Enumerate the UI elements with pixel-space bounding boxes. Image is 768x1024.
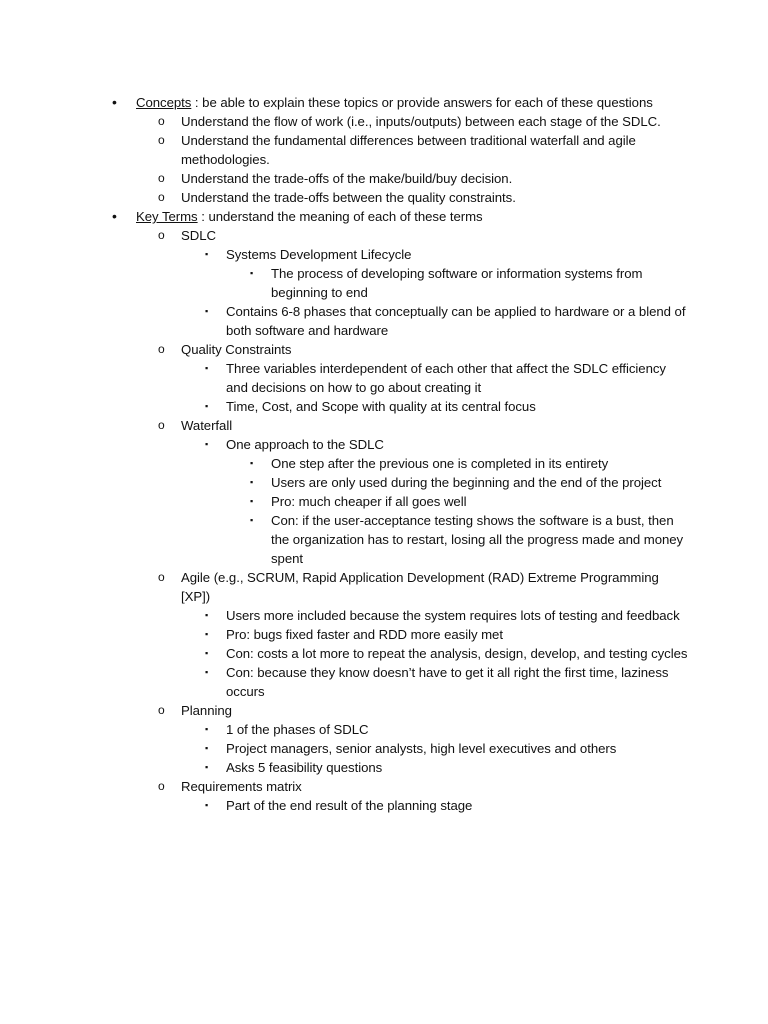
- key-terms-item: [110, 207, 690, 226]
- square-bullet-icon: ▪: [205, 667, 209, 677]
- list-item: [110, 796, 690, 815]
- list-item: [110, 606, 690, 625]
- square-bullet-icon: ▪: [205, 306, 209, 316]
- square-bullet-icon: ▪: [205, 762, 209, 772]
- circle-bullet-icon: o: [158, 703, 165, 717]
- list-item: [110, 245, 690, 264]
- term-quality-constraints: [110, 340, 690, 359]
- term-title: SDLC: [181, 228, 216, 243]
- term-planning: [110, 701, 690, 720]
- list-item: [110, 131, 690, 169]
- circle-bullet-icon: o: [158, 190, 165, 204]
- square-bullet-icon: ▪: [205, 743, 209, 753]
- term-title: Agile (e.g., SCRUM, Rapid Application Development (RAD) Extreme Programming [XP]): [181, 570, 659, 604]
- square-bullet-icon: ▪: [250, 477, 254, 487]
- term-title: Quality Constraints: [181, 342, 292, 357]
- term-requirements-matrix: [110, 777, 690, 796]
- circle-bullet-icon: o: [158, 228, 165, 242]
- list-item-text: One step after the previous one is completed in its entirety: [271, 456, 609, 471]
- concepts-description: : be able to explain these topics or provide answers for each of these questions: [191, 95, 653, 110]
- term-title: Requirements matrix: [181, 779, 302, 794]
- list-item-text: Project managers, senior analysts, high level executives and others: [226, 741, 617, 756]
- list-item-text: Users more included because the system requires lots of testing and feedback: [226, 608, 680, 623]
- square-bullet-icon: ▪: [250, 496, 254, 506]
- list-item-text: Asks 5 feasibility questions: [226, 760, 383, 775]
- term-waterfall: [110, 416, 690, 435]
- list-item: [110, 112, 690, 131]
- concepts-heading: Concepts: [136, 95, 192, 110]
- list-item: [110, 644, 690, 663]
- disc-bullet-icon: •: [112, 208, 117, 224]
- key-terms-heading: Key Terms: [136, 209, 198, 224]
- list-item-text: One approach to the SDLC: [226, 437, 384, 452]
- list-item: [110, 169, 690, 188]
- term-agile: [110, 568, 690, 606]
- list-item: [110, 435, 690, 454]
- list-item: [110, 758, 690, 777]
- list-item-text: 1 of the phases of SDLC: [226, 722, 369, 737]
- list-item-text: Con: if the user-acceptance testing shows the software is a bust, then the organization has to restart, losing all the progress made and money spent: [271, 513, 684, 566]
- list-item-text: Users are only used during the beginning and the end of the project: [271, 475, 662, 490]
- square-bullet-icon: ▪: [250, 515, 254, 525]
- list-item-text: The process of developing software or information systems from beginning to end: [271, 266, 643, 300]
- list-item-text: Time, Cost, and Scope with quality at its central focus: [226, 399, 536, 414]
- list-item: [110, 625, 690, 644]
- term-sdlc: [110, 226, 690, 245]
- square-bullet-icon: ▪: [205, 629, 209, 639]
- list-item-text: Con: costs a lot more to repeat the analysis, design, develop, and testing cycles: [226, 646, 688, 661]
- list-item: [110, 739, 690, 758]
- circle-bullet-icon: o: [158, 133, 165, 147]
- list-item-text: Understand the trade-offs of the make/build/buy decision.: [181, 171, 513, 186]
- square-bullet-icon: ▪: [250, 268, 254, 278]
- list-item-text: Understand the trade-offs between the quality constraints.: [181, 190, 516, 205]
- list-item-text: Systems Development Lifecycle: [226, 247, 412, 262]
- list-item-text: Pro: bugs fixed faster and RDD more easily met: [226, 627, 503, 642]
- list-item-text: Con: because they know doesn’t have to get it all right the first time, laziness occurs: [226, 665, 669, 699]
- list-item: [110, 397, 690, 416]
- term-title: Waterfall: [181, 418, 233, 433]
- circle-bullet-icon: o: [158, 779, 165, 793]
- list-item-text: Pro: much cheaper if all goes well: [271, 494, 467, 509]
- list-item-text: Three variables interdependent of each other that affect the SDLC efficiency and decisions on how to go about creating it: [226, 361, 666, 395]
- list-item: [110, 511, 690, 568]
- square-bullet-icon: ▪: [205, 724, 209, 734]
- square-bullet-icon: ▪: [205, 610, 209, 620]
- circle-bullet-icon: o: [158, 114, 165, 128]
- list-item: [110, 473, 690, 492]
- list-item: [110, 492, 690, 511]
- circle-bullet-icon: o: [158, 171, 165, 185]
- list-item-text: Contains 6-8 phases that conceptually can be applied to hardware or a blend of both software and hardware: [226, 304, 686, 338]
- list-item: [110, 454, 690, 473]
- concepts-item: [110, 93, 690, 112]
- square-bullet-icon: ▪: [205, 648, 209, 658]
- square-bullet-icon: ▪: [205, 800, 209, 810]
- circle-bullet-icon: o: [158, 570, 165, 584]
- list-item-text: Understand the flow of work (i.e., inputs/outputs) between each stage of the SDLC.: [181, 114, 661, 129]
- circle-bullet-icon: o: [158, 342, 165, 356]
- key-terms-description: : understand the meaning of each of these terms: [197, 209, 483, 224]
- circle-bullet-icon: o: [158, 418, 165, 432]
- square-bullet-icon: ▪: [205, 363, 209, 373]
- document-body: [110, 93, 690, 815]
- list-item: [110, 720, 690, 739]
- list-item: [110, 302, 690, 340]
- disc-bullet-icon: •: [112, 94, 117, 110]
- list-item: [110, 264, 690, 302]
- list-item-text: Part of the end result of the planning stage: [226, 798, 473, 813]
- list-item-text: Understand the fundamental differences between traditional waterfall and agile methodologies.: [181, 133, 636, 167]
- square-bullet-icon: ▪: [205, 249, 209, 259]
- list-item: [110, 663, 690, 701]
- term-title: Planning: [181, 703, 232, 718]
- square-bullet-icon: ▪: [205, 401, 209, 411]
- square-bullet-icon: ▪: [205, 439, 209, 449]
- square-bullet-icon: ▪: [250, 458, 254, 468]
- list-item: [110, 359, 690, 397]
- list-item: [110, 188, 690, 207]
